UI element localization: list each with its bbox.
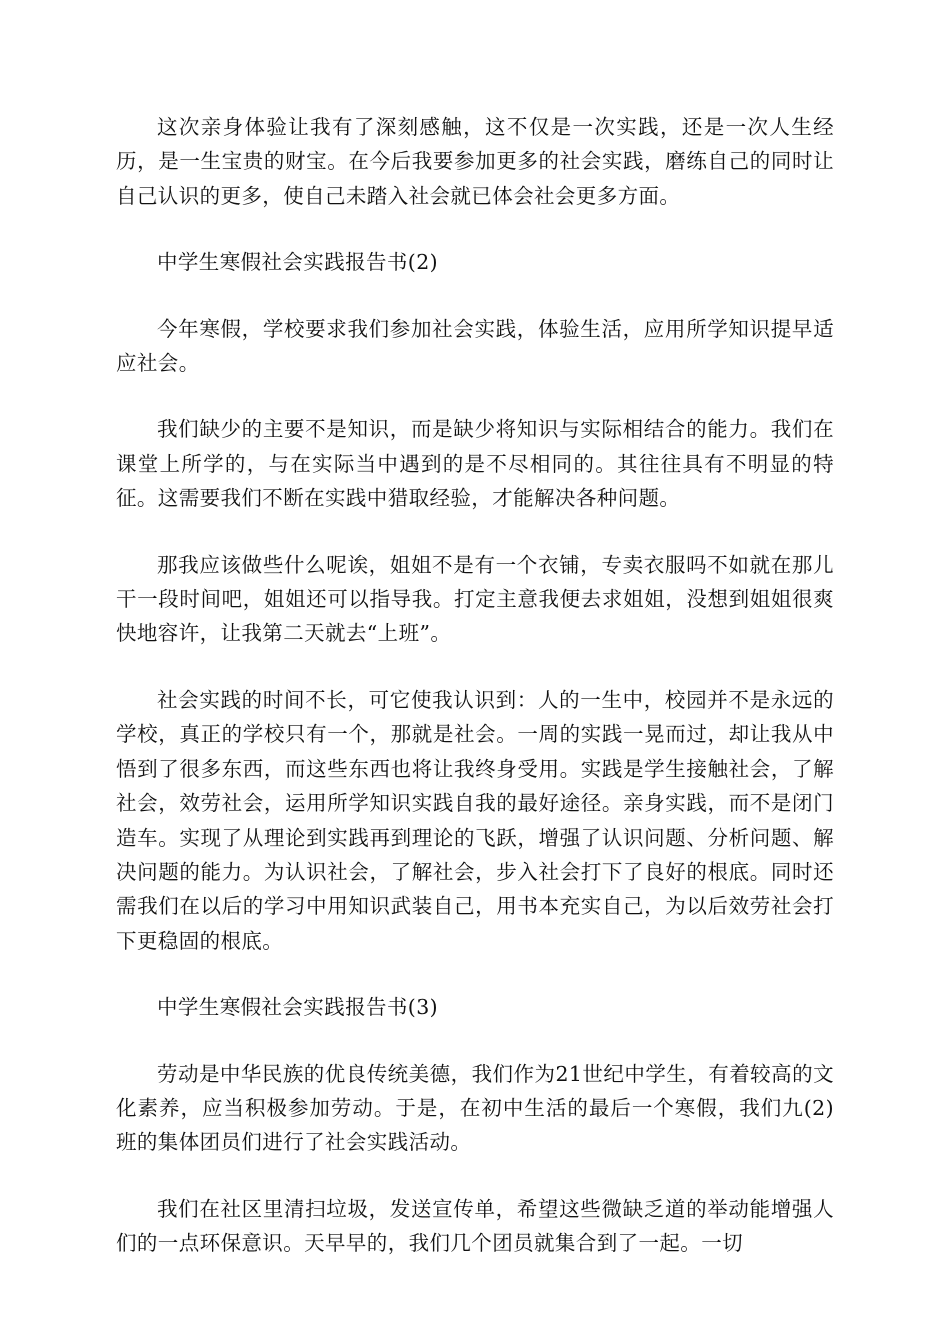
paragraph: 劳动是中华民族的优良传统美德，我们作为21世纪中学生，有着较高的文化素养，应当积极参加劳动。于是，在初中生活的最后一个寒假，我们九(2)班的集体团员们进行了社会实践活动。 — [116, 1061, 834, 1155]
paragraph: 今年寒假，学校要求我们参加社会实践，体验生活，应用所学知识提早适应社会。 — [116, 316, 834, 376]
section-heading: 中学生寒假社会实践报告书(2) — [157, 250, 439, 275]
paragraph: 我们在社区里清扫垃圾，发送宣传单，希望这些微缺乏道的举动能增强人们的一点环保意识。天早早的，我们几个团员就集合到了一起。一切 — [116, 1196, 834, 1256]
paragraph: 这次亲身体验让我有了深刻感触，这不仅是一次实践，还是一次人生经历，是一生宝贵的财宝。在今后我要参加更多的社会实践，磨练自己的同时让自己认识的更多，使自己未踏入社会就已体会社会更多方面。 — [116, 115, 834, 208]
paragraph: 那我应该做些什么呢诶，姐姐不是有一个衣铺，专卖衣服吗不如就在那儿干一段时间吧，姐姐还可以指导我。打定主意我便去求姐姐，没想到姐姐很爽快地容许，让我第二天就去“上班”。 — [116, 552, 834, 646]
paragraph: 我们缺少的主要不是知识，而是缺少将知识与实际相结合的能力。我们在课堂上所学的，与在实际当中遇到的是不尽相同的。其往往具有不明显的特征。这需要我们不断在实践中猎取经验，才能解决各种问题。 — [116, 417, 834, 511]
section-heading: 中学生寒假社会实践报告书(3) — [157, 995, 439, 1020]
paragraph: 社会实践的时间不长，可它使我认识到：人的一生中，校园并不是永远的学校，真正的学校只有一个，那就是社会。一周的实践一晃而过，却让我从中悟到了很多东西，而这些东西也将让我终身受用。实践是学生接触社会，了解社会，效劳社会，运用所学知识实践自我的最好途径。亲身实践，而不是闭门造车。实现了从理论到实践再到理论的飞跃，增强了认识问题、分析问题、解决问题的能力。为认识社会，了解社会，步入社会打下了良好的根底。同时还需我们在以后的学习中用知识武装自己，用书本充实自己，为以后效劳社会打下更稳固的根底。 — [116, 687, 834, 953]
